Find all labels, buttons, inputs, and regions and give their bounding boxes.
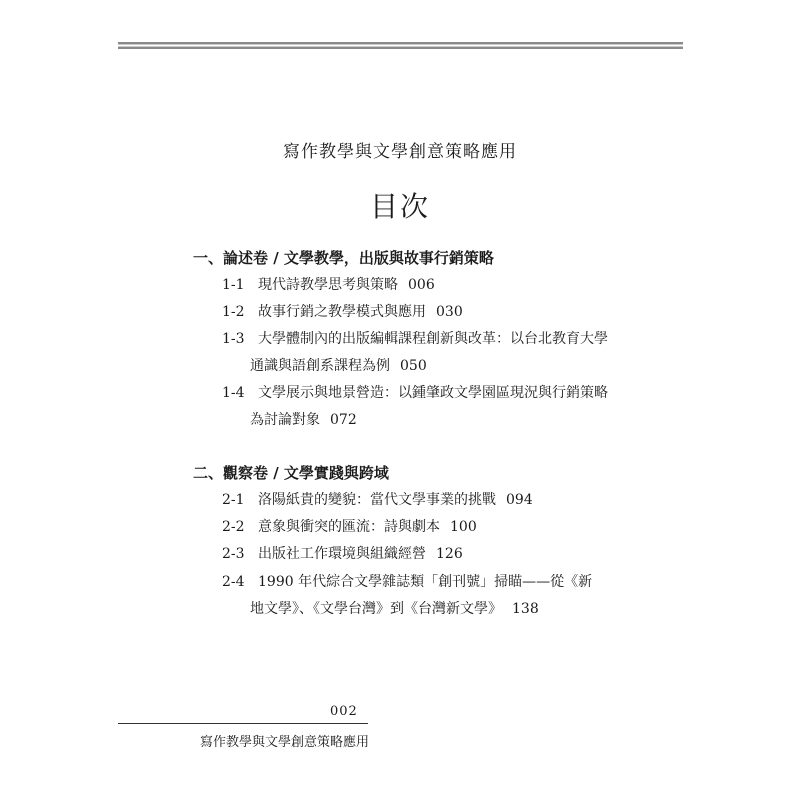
entry-title: 大學體制內的出版編輯課程創新與改革：以台北教育大學 — [258, 331, 608, 347]
entry-page: 006 — [408, 277, 435, 293]
entry-number: 1-4 — [222, 385, 245, 401]
footer-page-number: 002 — [330, 704, 358, 719]
toc-heading: 目次 — [369, 190, 430, 223]
entry-title-continued: 地文學》、《文學台灣》到《台灣新文學》 — [250, 601, 502, 617]
toc-entry[interactable] — [222, 543, 463, 563]
toc-entry[interactable] — [222, 328, 608, 348]
entry-title: 洛陽紙貴的變貌：當代文學事業的挑戰 — [258, 492, 496, 508]
entry-title: 文學展示與地景營造：以鍾肇政文學園區現況與行銷策略 — [258, 385, 608, 401]
entry-title: 現代詩教學思考與策略 — [258, 277, 398, 293]
entry-page: 094 — [506, 492, 533, 508]
book-title: 寫作教學與文學創意策略應用 — [283, 142, 517, 162]
part-title-1: 一、論述卷 / 文學教學，出版與故事行銷策略 — [193, 249, 494, 267]
entry-number: 2-1 — [222, 492, 245, 508]
footer-rule — [118, 723, 368, 724]
entry-number: 2-4 — [222, 574, 245, 590]
entry-number: 1-2 — [222, 304, 245, 320]
entry-page: 072 — [330, 412, 357, 428]
toc-entry-continuation — [250, 598, 539, 618]
toc-entry-continuation — [250, 355, 427, 375]
entry-number: 1-1 — [222, 277, 245, 293]
entry-title: 意象與衝突的匯流：詩與劇本 — [258, 519, 440, 535]
entry-page: 138 — [512, 601, 539, 617]
header-rule — [118, 42, 683, 49]
toc-entry[interactable] — [222, 382, 608, 402]
footer-running-title: 寫作教學與文學創意策略應用 — [200, 735, 370, 750]
entry-title-continued: 為討論對象 — [250, 412, 320, 428]
toc-entry-continuation — [250, 409, 357, 429]
entry-number: 2-3 — [222, 546, 245, 562]
entry-title: 1990 年代綜合文學雜誌類「創刊號」掃瞄——從《新 — [258, 574, 593, 590]
entry-number: 2-2 — [222, 519, 245, 535]
entry-page: 050 — [400, 358, 427, 374]
entry-page: 126 — [436, 546, 463, 562]
entry-number: 1-3 — [222, 331, 245, 347]
toc-entry[interactable] — [222, 571, 592, 591]
toc-entry[interactable] — [222, 274, 435, 294]
toc-entry[interactable] — [222, 489, 533, 509]
part-title-2: 二、觀察卷 / 文學實踐與跨域 — [193, 464, 389, 482]
entry-title: 故事行銷之教學模式與應用 — [258, 304, 426, 320]
entry-page: 030 — [436, 304, 463, 320]
entry-title: 出版社工作環境與組織經營 — [258, 546, 426, 562]
entry-title-continued: 通識與語創系課程為例 — [250, 358, 390, 374]
toc-entry[interactable] — [222, 516, 477, 536]
toc-entry[interactable] — [222, 301, 463, 321]
entry-page: 100 — [450, 519, 477, 535]
